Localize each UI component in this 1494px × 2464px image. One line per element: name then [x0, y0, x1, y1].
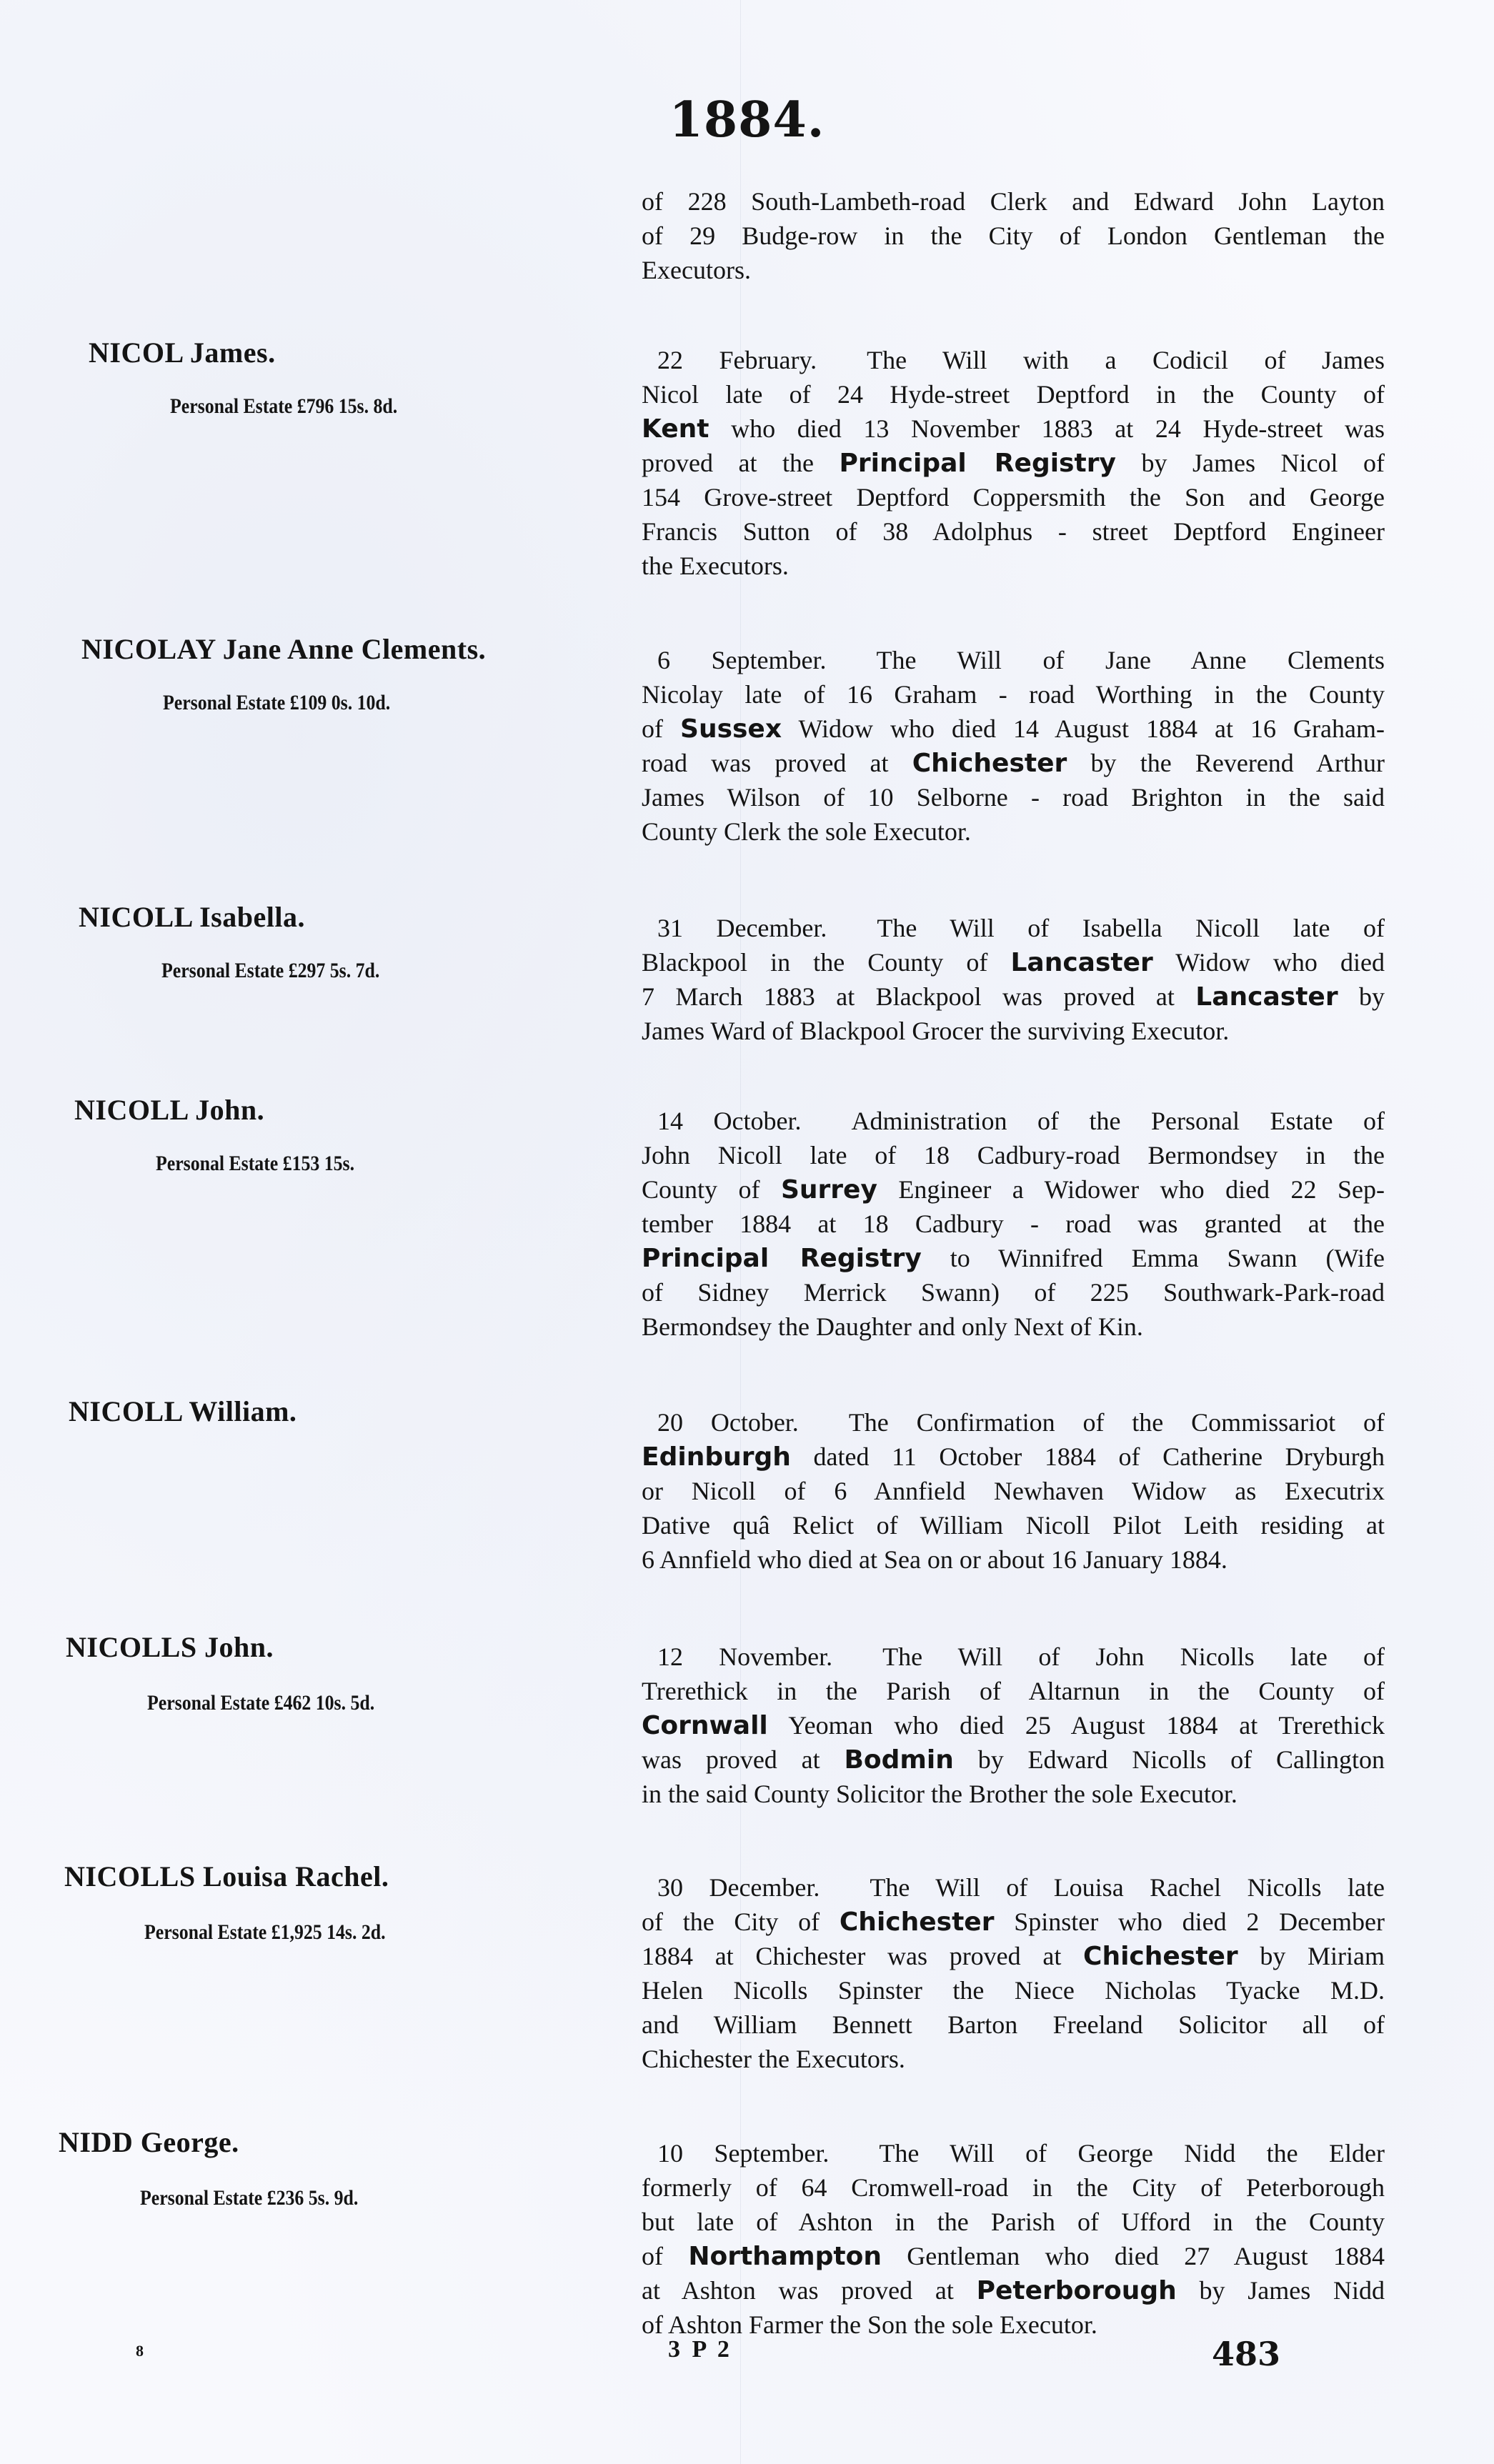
grant-date: 10 September. [657, 2139, 830, 2168]
grant-date: 6 September. [657, 646, 827, 674]
signature-mark: 8 [136, 2342, 144, 2360]
entry-body-line [642, 1905, 1385, 1939]
page-number: 483 [1212, 2335, 1281, 2373]
registry-place: Edinburgh [642, 1442, 791, 1472]
body-text-segment: who died 13 November 1883 at 24 Hyde-street was [709, 414, 1385, 443]
entry-body [642, 1870, 1385, 2076]
grant-date: 20 October. [657, 1408, 799, 1437]
body-text-segment: James Wilson of 10 Selborne - road Brighton in the said [642, 783, 1385, 812]
body-text-segment: The Will of John Nicolls late of [882, 1642, 1385, 1671]
entry-body-line [642, 1241, 1385, 1275]
body-text-segment: proved at the [642, 449, 840, 477]
entry-body [642, 2136, 1385, 2342]
entry-body-line [642, 1104, 1385, 1138]
grant-date: 14 October. [657, 1107, 802, 1135]
registry-place: Principal Registry [642, 1244, 922, 1273]
entry-body-line [642, 343, 1385, 377]
personal-estate-value: Personal Estate £462 10s. 5d. [147, 1691, 375, 1715]
body-text-segment: The Will of George Nidd the Elder [879, 2139, 1385, 2168]
body-text-segment: Trerethick in the Parish of Altarnun in the County of [642, 1677, 1385, 1705]
entry-name: NICOLAY Jane Anne Clements. [81, 633, 487, 665]
body-text-segment: Spinster who died 2 December [994, 1907, 1385, 1936]
body-text-segment: and William Bennett Barton Freeland Solicitor all of [642, 2010, 1385, 2039]
registry-place: Lancaster [1010, 948, 1153, 977]
body-text-segment: 154 Grove-street Deptford Coppersmith the Son and George [642, 483, 1385, 512]
body-text-segment: County Clerk the sole Executor. [642, 817, 971, 846]
entry-body-line [642, 1172, 1385, 1207]
registry-place: Kent [642, 414, 709, 444]
body-text-segment: formerly of 64 Cromwell-road in the City of Peterborough [642, 2173, 1385, 2202]
body-text-segment: Helen Nicolls Spinster the Niece Nicholas Tyacke M.D. [642, 1976, 1385, 2005]
personal-estate-value: Personal Estate £153 15s. [156, 1152, 355, 1175]
body-text-segment: 7 March 1883 at Blackpool was proved at [642, 982, 1196, 1011]
body-text-segment: by Miriam [1237, 1942, 1385, 1970]
entry-body-line [642, 911, 1385, 945]
page-year-heading: 1884. [669, 91, 825, 149]
grant-date: 30 December. [657, 1873, 820, 1902]
registry-place: Surrey [780, 1175, 877, 1204]
entry-body-line [642, 1640, 1385, 1674]
registry-place: Bodmin [844, 1745, 954, 1775]
body-text-segment: The Confirmation of the Commissariot of [848, 1408, 1385, 1437]
body-text-segment: of [642, 2242, 689, 2270]
entry-body-line [642, 2239, 1385, 2273]
entry-name: NICOLLS John. [66, 1631, 274, 1663]
body-text-segment: Nicolay late of 16 Graham - road Worthing in the County [642, 680, 1385, 709]
registry-place: Peterborough [976, 2276, 1177, 2305]
entry-name: NIDD George. [59, 2126, 239, 2158]
entry-body-line [642, 2205, 1385, 2239]
continuation-text [642, 184, 1385, 287]
entry-body-line [642, 2136, 1385, 2170]
body-text-segment: of Ashton Farmer the Son the sole Executor. [642, 2310, 1097, 2339]
registry-place: Chichester [912, 749, 1067, 778]
sheet-signature: 3 P 2 [668, 2336, 732, 2363]
body-text-segment: Francis Sutton of 38 Adolphus - street Deptford Engineer [642, 517, 1385, 546]
entry-body [642, 343, 1385, 583]
entry-body-line [642, 1542, 1385, 1577]
entry-name: NICOLL John. [74, 1094, 265, 1126]
body-text-segment: was proved at [642, 1745, 845, 1774]
body-text-segment: but late of Ashton in the Parish of Ufford in the County [642, 2208, 1385, 2236]
entry-body-line [642, 1674, 1385, 1708]
body-text-segment: Widow who died 14 August 1884 at 16 Graham- [782, 714, 1385, 743]
entry-body-line [642, 446, 1385, 480]
body-text-segment: Widow who died [1152, 948, 1385, 977]
body-text-segment: by Edward Nicolls of Callington [953, 1745, 1385, 1774]
entry-body-line [642, 1405, 1385, 1440]
entry-body-line [642, 1014, 1385, 1048]
entry-body-line [642, 1310, 1385, 1344]
registry-place: Lancaster [1195, 982, 1338, 1012]
body-text-segment: Engineer a Widower who died 22 Sep- [877, 1175, 1385, 1204]
entry-body-line [642, 677, 1385, 712]
entry-body-line [642, 979, 1385, 1014]
body-text-segment: The Will with a Codicil of James [867, 346, 1385, 374]
personal-estate-value: Personal Estate £236 5s. 9d. [140, 2186, 359, 2210]
entry-body [642, 1640, 1385, 1811]
body-text-segment: Dative quâ Relict of William Nicoll Pilot Leith residing at [642, 1511, 1385, 1540]
body-text-segment: at Ashton was proved at [642, 2276, 977, 2305]
body-text-segment: road was proved at [642, 749, 912, 777]
entry-name: NICOL James. [89, 336, 276, 369]
entry-body-line [642, 1440, 1385, 1474]
entry-body-line [642, 412, 1385, 446]
continuation-line: of 228 South-Lambeth-road Clerk and Edward John Layton [642, 187, 1385, 216]
entry-body-line [642, 643, 1385, 677]
entry-body [642, 1405, 1385, 1577]
body-text-segment: to Winnifred Emma Swann (Wife [921, 1244, 1385, 1272]
body-text-segment: The Will of Jane Anne Clements [876, 646, 1385, 674]
entry-body-line [642, 1742, 1385, 1777]
body-text-segment: Bermondsey the Daughter and only Next of Kin. [642, 1312, 1143, 1341]
entry-body-line [642, 2042, 1385, 2076]
entry-body-line [642, 514, 1385, 549]
entry-body-line [642, 945, 1385, 979]
registry-place: Northampton [688, 2242, 882, 2271]
entry-body-line [642, 1508, 1385, 1542]
body-text-segment: tember 1884 at 18 Cadbury - road was granted at the [642, 1209, 1385, 1238]
body-text-segment: 1884 at Chichester was proved at [642, 1942, 1084, 1970]
entry-body-line [642, 2170, 1385, 2205]
body-text-segment: in the said County Solicitor the Brother the sole Executor. [642, 1780, 1237, 1808]
grant-date: 12 November. [657, 1642, 833, 1671]
entry-body-line [642, 1708, 1385, 1742]
body-text-segment: Administration of the Personal Estate of [851, 1107, 1385, 1135]
body-text-segment: James Ward of Blackpool Grocer the surviving Executor. [642, 1017, 1230, 1045]
personal-estate-value: Personal Estate £1,925 14s. 2d. [144, 1920, 386, 1944]
body-text-segment: Gentleman who died 27 August 1884 [881, 2242, 1385, 2270]
body-text-segment: of the City of [642, 1907, 840, 1936]
personal-estate-value: Personal Estate £796 15s. 8d. [170, 394, 398, 418]
entry-body-line [642, 2273, 1385, 2308]
entry-name: NICOLL Isabella. [79, 901, 305, 933]
personal-estate-value: Personal Estate £109 0s. 10d. [163, 691, 391, 714]
entry-body [642, 643, 1385, 849]
entry-body-line [642, 377, 1385, 412]
entry-body-line [642, 1870, 1385, 1905]
grant-date: 31 December. [657, 914, 827, 942]
body-text-segment: by James Nidd [1176, 2276, 1385, 2305]
entry-body-line [642, 780, 1385, 814]
body-text-segment: Chichester the Executors. [642, 2045, 905, 2073]
body-text-segment: by [1338, 982, 1385, 1011]
entry-body-line [642, 2007, 1385, 2042]
entry-body-line [642, 1275, 1385, 1310]
entry-body [642, 1104, 1385, 1344]
body-text-segment: Nicol late of 24 Hyde-street Deptford in the County of [642, 380, 1385, 409]
entry-name: NICOLL William. [69, 1395, 297, 1427]
entry-body-line [642, 1973, 1385, 2007]
entry-name: NICOLLS Louisa Rachel. [64, 1860, 389, 1892]
body-text-segment: Yeoman who died 25 August 1884 at Trerethick [767, 1711, 1385, 1740]
entry-body-line [642, 814, 1385, 849]
registry-place: Principal Registry [839, 449, 1116, 478]
body-text-segment: dated 11 October 1884 of Catherine Dryburgh [790, 1442, 1385, 1471]
body-text-segment: Blackpool in the County of [642, 948, 1011, 977]
continuation-line: Executors. [642, 256, 751, 284]
entry-body-line [642, 1939, 1385, 1973]
entry-body-line [642, 712, 1385, 746]
registry-place: Cornwall [642, 1711, 768, 1740]
entry-body-line [642, 1777, 1385, 1811]
body-text-segment: 6 Annfield who died at Sea on or about 16 January 1884. [642, 1545, 1227, 1574]
grant-date: 22 February. [657, 346, 817, 374]
registry-place: Sussex [680, 714, 782, 744]
body-text-segment: by James Nicol of [1115, 449, 1385, 477]
personal-estate-value: Personal Estate £297 5s. 7d. [161, 959, 380, 982]
body-text-segment: by the Reverend Arthur [1067, 749, 1385, 777]
body-text-segment: of Sidney Merrick Swann) of 225 Southwark-Park-road [642, 1278, 1385, 1307]
entry-body-line [642, 549, 1385, 583]
body-text-segment: or Nicoll of 6 Annfield Newhaven Widow as Executrix [642, 1477, 1385, 1505]
body-text-segment: of [642, 714, 681, 743]
body-text-segment: The Will of Isabella Nicoll late of [877, 914, 1385, 942]
body-text-segment: County of [642, 1175, 781, 1204]
entry-body-line [642, 1474, 1385, 1508]
body-text-segment: The Will of Louisa Rachel Nicolls late [870, 1873, 1385, 1902]
entry-body-line [642, 480, 1385, 514]
registry-place: Chichester [839, 1907, 995, 1937]
body-text-segment: the Executors. [642, 552, 789, 580]
registry-place: Chichester [1083, 1942, 1238, 1971]
body-text-segment: John Nicoll late of 18 Cadbury-road Bermondsey in the [642, 1141, 1385, 1169]
continuation-line: of 29 Budge-row in the City of London Gentleman the [642, 221, 1385, 250]
entry-body-line [642, 746, 1385, 780]
entry-body-line [642, 1207, 1385, 1241]
entry-body [642, 911, 1385, 1048]
entry-body-line [642, 1138, 1385, 1172]
